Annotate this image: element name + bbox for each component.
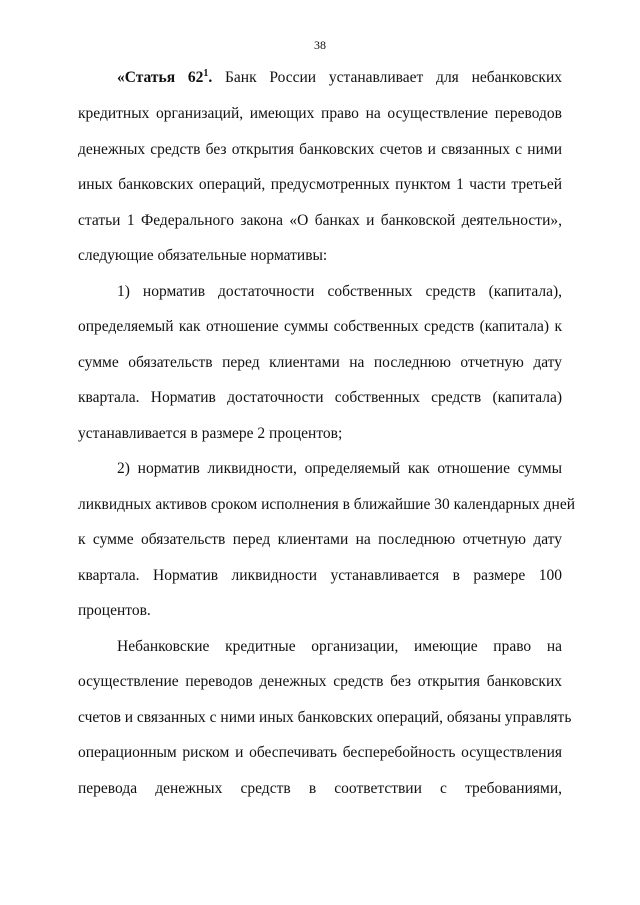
paragraph-line: 1) норматив достаточности собственных средств (капитала), xyxy=(117,283,562,300)
paragraph-line: иных банковских операций, предусмотренных пунктом 1 части третьей xyxy=(78,176,562,193)
paragraph-line: квартала. Норматив достаточности собственных средств (капитала) xyxy=(78,389,562,406)
article-heading-suffix: . xyxy=(208,69,213,86)
paragraph-line: денежных средств без открытия банковских счетов и связанных с ними xyxy=(78,141,562,158)
paragraph-line: устанавливается в размере 2 процентов; xyxy=(78,425,343,442)
paragraph-line: определяемый как отношение суммы собственных средств (капитала) к xyxy=(78,318,562,335)
paragraph-line: к сумме обязательств перед клиентами на последнюю отчетную дату xyxy=(78,531,562,548)
article-heading-superscript: 1 xyxy=(203,67,209,79)
paragraph-line: следующие обязательные нормативы: xyxy=(78,247,328,264)
paragraph-line: 2) норматив ликвидности, определяемый как отношение суммы xyxy=(117,460,562,477)
paragraph-line xyxy=(117,68,562,88)
paragraph-line: счетов и связанных с ними иных банковских операций, обязаны управлять xyxy=(78,709,572,726)
paragraph-line: ликвидных активов сроком исполнения в ближайшие 30 календарных дней xyxy=(78,496,575,513)
page-number: 38 xyxy=(314,38,326,52)
paragraph-line: статьи 1 Федерального закона «О банках и банковской деятельности», xyxy=(78,212,562,229)
paragraph-line-text: Банк России устанавливает для небанковских xyxy=(212,69,562,86)
paragraph-line: осуществление переводов денежных средств без открытия банковских xyxy=(78,673,562,690)
article-heading xyxy=(117,69,212,86)
paragraph-line: операционным риском и обеспечивать бесперебойность осуществления xyxy=(78,744,562,761)
paragraph-line: кредитных организаций, имеющих право на осуществление переводов xyxy=(78,105,562,122)
paragraph-line: перевода денежных средств в соответствии с требованиями, xyxy=(78,780,562,797)
paragraph-line: квартала. Норматив ликвидности устанавливается в размере 100 xyxy=(78,567,562,584)
paragraph-line: Небанковские кредитные организации, имеющие право на xyxy=(117,638,562,655)
paragraph-line: сумме обязательств перед клиентами на последнюю отчетную дату xyxy=(78,354,562,371)
paragraph-line: процентов. xyxy=(78,602,151,619)
article-heading-text: «Статья 62 xyxy=(117,69,204,86)
